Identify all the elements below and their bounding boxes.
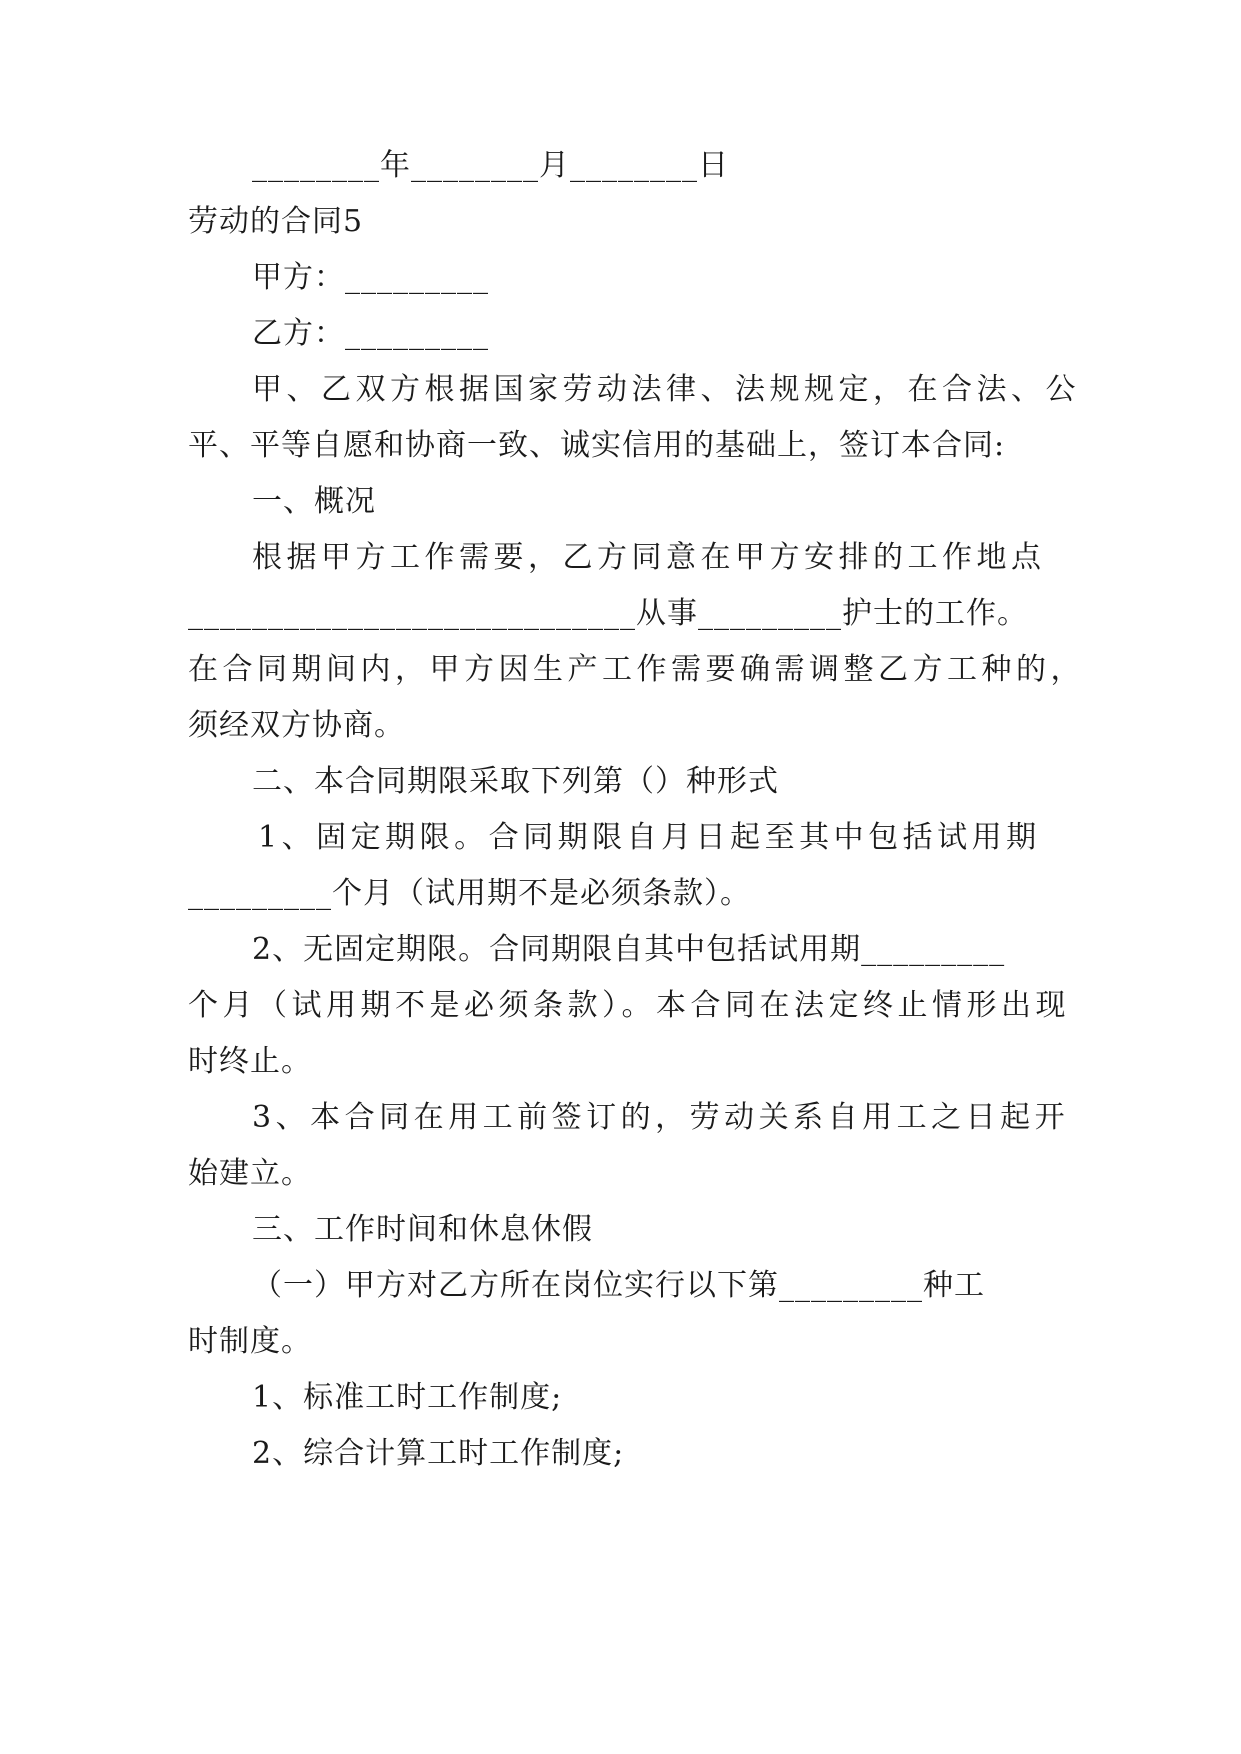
party-a-line: 甲方：_________ xyxy=(252,260,489,295)
paragraph-line: 甲、乙双方根据国家劳动法律、法规规定，在合法、公 xyxy=(252,372,1080,407)
section-heading: 一、概况 xyxy=(252,484,376,519)
paragraph-line: 始建立。 xyxy=(188,1156,312,1191)
paragraph-line: 时终止。 xyxy=(188,1044,312,1079)
paragraph-line: 须经双方协商。 xyxy=(188,708,405,743)
document-title: 劳动的合同5 xyxy=(188,204,364,239)
party-b-line: 乙方：_________ xyxy=(252,316,489,351)
list-item: 2、综合计算工时工作制度; xyxy=(252,1436,625,1471)
paragraph-line: 时制度。 xyxy=(188,1324,312,1359)
list-item: 1、标准工时工作制度; xyxy=(252,1380,563,1415)
paragraph-line: 根据甲方工作需要，乙方同意在甲方安排的工作地点 xyxy=(252,540,1046,575)
paragraph-line: 个月（试用期不是必须条款）。本合同在法定终止情形出现 xyxy=(188,988,1070,1023)
list-item: 1、固定期限。合同期限自月日起至其中包括试用期 xyxy=(258,820,1041,855)
paragraph-line: ____________________________从事_________护士的工作。 xyxy=(188,596,1028,631)
paragraph-line: 在合同期间内，甲方因生产工作需要确需调整乙方工种的， xyxy=(188,652,1085,687)
paragraph-line: 平、平等自愿和协商一致、诚实信用的基础上，签订本合同: xyxy=(188,428,1006,463)
date-line: ________年________月________日 xyxy=(252,148,729,183)
list-item: 3、本合同在用工前签订的，劳动关系自用工之日起开 xyxy=(252,1100,1070,1135)
section-heading: 三、工作时间和休息休假 xyxy=(252,1212,593,1247)
paragraph-line: （一）甲方对乙方所在岗位实行以下第_________种工 xyxy=(252,1268,985,1303)
list-item: 2、无固定期限。合同期限自其中包括试用期_________ xyxy=(252,932,1006,967)
paragraph-line: _________个月（试用期不是必须条款）。 xyxy=(188,876,751,911)
section-heading: 二、本合同期限采取下列第（）种形式 xyxy=(252,764,779,799)
